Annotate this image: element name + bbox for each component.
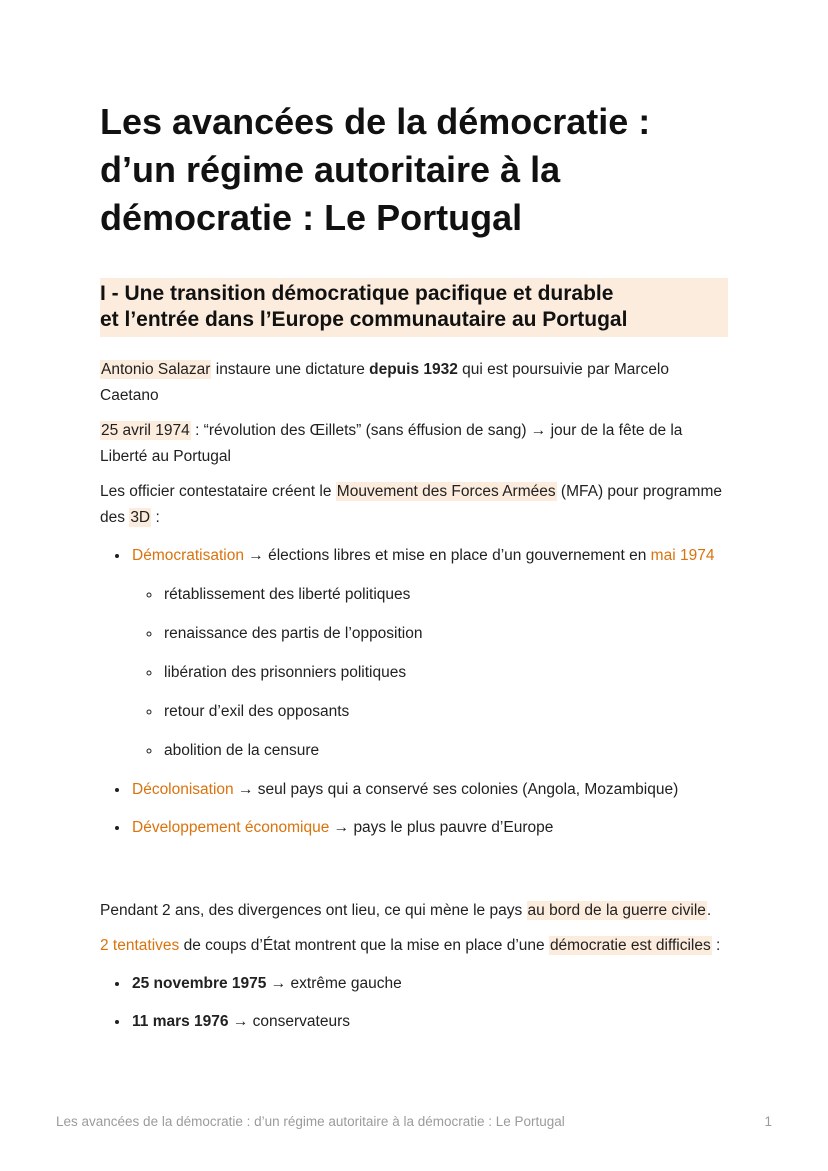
- text-span: : “révolution des Œillets” (sans éffusion de sang) → jour de la fête de la Liberté au Portugal: [100, 422, 683, 465]
- text-span: abolition de la censure: [164, 742, 320, 759]
- page-title: [100, 98, 728, 242]
- highlight-25-avril-1974: 25 avril 1974: [101, 422, 190, 439]
- footer-page-number: 1: [764, 1114, 772, 1129]
- text-span: qui est poursuivie par Marcelo Caetano: [100, 361, 669, 404]
- list-item-11-mars-1976: [130, 1009, 728, 1035]
- highlight-antonio-salazar: Antonio Salazar: [101, 361, 211, 378]
- sub-list-item: [162, 621, 728, 647]
- text-span: → pays le plus pauvre d’Europe: [329, 819, 554, 836]
- text-span: :: [151, 509, 160, 526]
- orange-decolonisation: Décolonisation: [132, 781, 234, 798]
- text-span: instaure une dictature: [211, 361, 370, 378]
- orange-2-tentatives: 2 tentatives: [100, 937, 180, 954]
- paragraph-revolution: [100, 418, 728, 470]
- highlight-3d: 3D: [130, 509, 151, 526]
- page-footer: [56, 1114, 772, 1129]
- text-span: (MFA) pour programme des: [100, 483, 722, 526]
- orange-mai-1974: mai 1974: [650, 547, 715, 564]
- blank-line: [100, 853, 728, 889]
- section-heading-line-1: I - Une transition démocratique pacifique et durable: [100, 282, 614, 305]
- paragraph-mfa: [100, 479, 728, 531]
- highlight-mfa: Mouvement des Forces Armées: [336, 483, 556, 500]
- text-span: renaissance des partis de l’opposition: [164, 625, 423, 642]
- bold-11-mars-1976: 11 mars 1976: [132, 1013, 229, 1030]
- text-span: libération des prisonniers politiques: [164, 664, 407, 681]
- footer-document-title: Les avancées de la démocratie : d’un régime autoritaire à la démocratie : Le Portugal: [56, 1114, 565, 1129]
- text-span: :: [711, 937, 721, 954]
- bullet-list-3d: [100, 543, 728, 841]
- text-span: retour d’exil des opposants: [164, 703, 350, 720]
- paragraph-tentatives: [100, 933, 728, 959]
- list-item-decolonisation: [130, 777, 728, 803]
- orange-democratisation: Démocratisation: [132, 547, 244, 564]
- highlight-guerre-civile: au bord de la guerre civile: [527, 902, 706, 919]
- list-item-democratisation: [130, 543, 728, 764]
- sub-list-item: [162, 699, 728, 725]
- paragraph-salazar: [100, 357, 728, 409]
- text-span: → seul pays qui a conservé ses colonies (Angola, Mozambique): [233, 781, 679, 798]
- bold-25-novembre-1975: 25 novembre 1975: [132, 975, 267, 992]
- text-span: de coups d’État montrent que la mise en place d’une: [179, 937, 549, 954]
- section-heading-line-2: et l’entrée dans l’Europe communautaire au Portugal: [100, 308, 628, 331]
- highlight-democratie-difficiles: démocratie est difficiles: [549, 937, 711, 954]
- title-line-1: Les avancées de la démocratie :: [100, 101, 651, 142]
- list-item-developpement: [130, 815, 728, 841]
- sub-list-item: [162, 660, 728, 686]
- text-span: rétablissement des liberté politiques: [164, 586, 411, 603]
- orange-developpement: Développement économique: [132, 819, 330, 836]
- text-span: → élections libres et mise en place d’un gouvernement en: [244, 547, 651, 564]
- section-heading: [100, 278, 728, 337]
- title-line-2: d’un régime autoritaire à la: [100, 149, 561, 190]
- text-span: Les officier contestataire créent le: [100, 483, 336, 500]
- text-span: → conservateurs: [228, 1013, 351, 1030]
- bold-depuis-1932: depuis 1932: [369, 361, 458, 378]
- sub-list-item: [162, 582, 728, 608]
- text-span: → extrême gauche: [266, 975, 402, 992]
- text-span: Pendant 2 ans, des divergences ont lieu, ce qui mène le pays: [100, 902, 527, 919]
- text-span: .: [706, 902, 712, 919]
- bullet-list-coups: [100, 971, 728, 1035]
- list-item-25-novembre-1975: [130, 971, 728, 997]
- paragraph-divergences: [100, 898, 728, 924]
- title-line-3: démocratie : Le Portugal: [100, 197, 523, 238]
- sub-list-item: [162, 738, 728, 764]
- sub-list-democratisation: [132, 582, 728, 764]
